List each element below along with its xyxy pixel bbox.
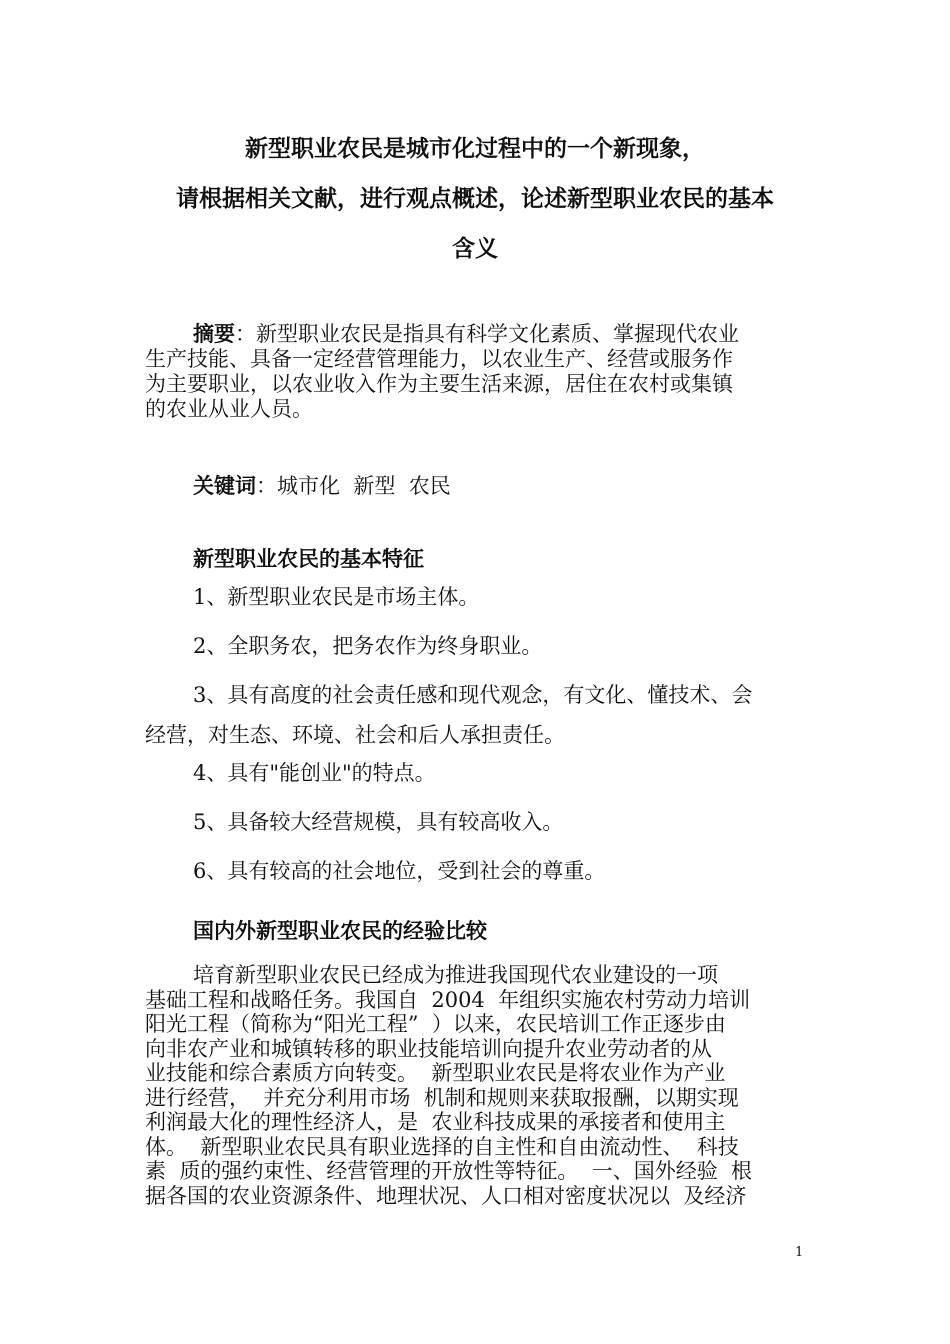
comparison-line: 进行经营， 并充分利用市场 机制和规则来获取报酬，以期实现 <box>145 1085 739 1110</box>
title-line-3: 含义 <box>452 236 498 262</box>
abstract-colon: ： <box>235 322 256 346</box>
comparison-line: 培育新型职业农民已经成为推进我国现代农业建设的一项 <box>193 963 718 987</box>
page-number: 1 <box>795 1245 804 1260</box>
section-heading-features: 新型职业农民的基本特征 <box>193 547 424 571</box>
feature-item: 5、具备较大经营规模，具有较高收入。 <box>193 810 564 834</box>
comparison-line: 利润最大化的理性经济人，是 农业科技成果的承接者和使用主 <box>145 1110 726 1134</box>
feature-item-continuation: 经营，对生态、环境、社会和后人承担责任。 <box>145 723 565 747</box>
comparison-paragraph <box>145 963 808 1208</box>
comparison-line: 阳光工程（简称为“阳光工程” ）以来，农民培训工作正逐步由 <box>145 1012 726 1036</box>
section-heading-comparison: 国内外新型职业农民的经验比较 <box>193 919 487 943</box>
abstract-label: 摘要 <box>193 322 235 346</box>
comparison-line: 素 质的强约束性、经营管理的开放性等特征。 一、国外经验 根 <box>145 1159 753 1183</box>
title-line-1: 新型职业农民是城市化过程中的一个新现象， <box>245 136 705 162</box>
comparison-line: 基础工程和战略任务。我国自 2004 年组织实施农村劳动力培训 <box>145 987 751 1012</box>
keywords-line <box>193 471 451 501</box>
abstract-line: 生产技能、具备一定经营管理能力，以农业生产、经营或服务作 <box>145 347 733 371</box>
keywords-value: 城市化 新型 农民 <box>277 474 451 498</box>
keywords-label: 关键词 <box>193 474 256 498</box>
comparison-line: 业技能和综合素质方向转变。 新型职业农民是将农业作为产业 <box>145 1061 726 1085</box>
abstract-line: 为主要职业，以农业收入作为主要生活来源，居住在农村或集镇 <box>145 372 733 396</box>
feature-item: 2、全职务农，把务农作为终身职业。 <box>193 634 543 658</box>
abstract-text: 新型职业农民是指具有科学文化素质、掌握现代农业 <box>256 322 739 346</box>
keywords-colon: ： <box>256 474 277 498</box>
abstract-paragraph <box>145 322 808 422</box>
abstract-line <box>145 322 808 347</box>
comparison-line: 体。 新型职业农民具有职业选择的自主性和自由流动性、 科技 <box>145 1134 739 1159</box>
feature-item: 3、具有高度的社会责任感和现代观念，有文化、懂技术、会 <box>193 683 753 707</box>
feature-item: 4、具有"能创业"的特点。 <box>193 761 436 785</box>
feature-item: 6、具有较高的社会地位，受到社会的尊重。 <box>193 859 606 883</box>
comparison-line: 据各国的农业资源条件、地理状况、人口相对密度状况以 及经济 <box>145 1183 747 1208</box>
abstract-line: 的农业从业人员。 <box>145 397 313 421</box>
title-line-2: 请根据相关文献，进行观点概述，论述新型职业农民的基本 <box>176 186 774 212</box>
comparison-line: 向非农产业和城镇转移的职业技能培训向提升农业劳动者的从 <box>145 1036 712 1061</box>
feature-item: 1、新型职业农民是市场主体。 <box>193 585 480 609</box>
